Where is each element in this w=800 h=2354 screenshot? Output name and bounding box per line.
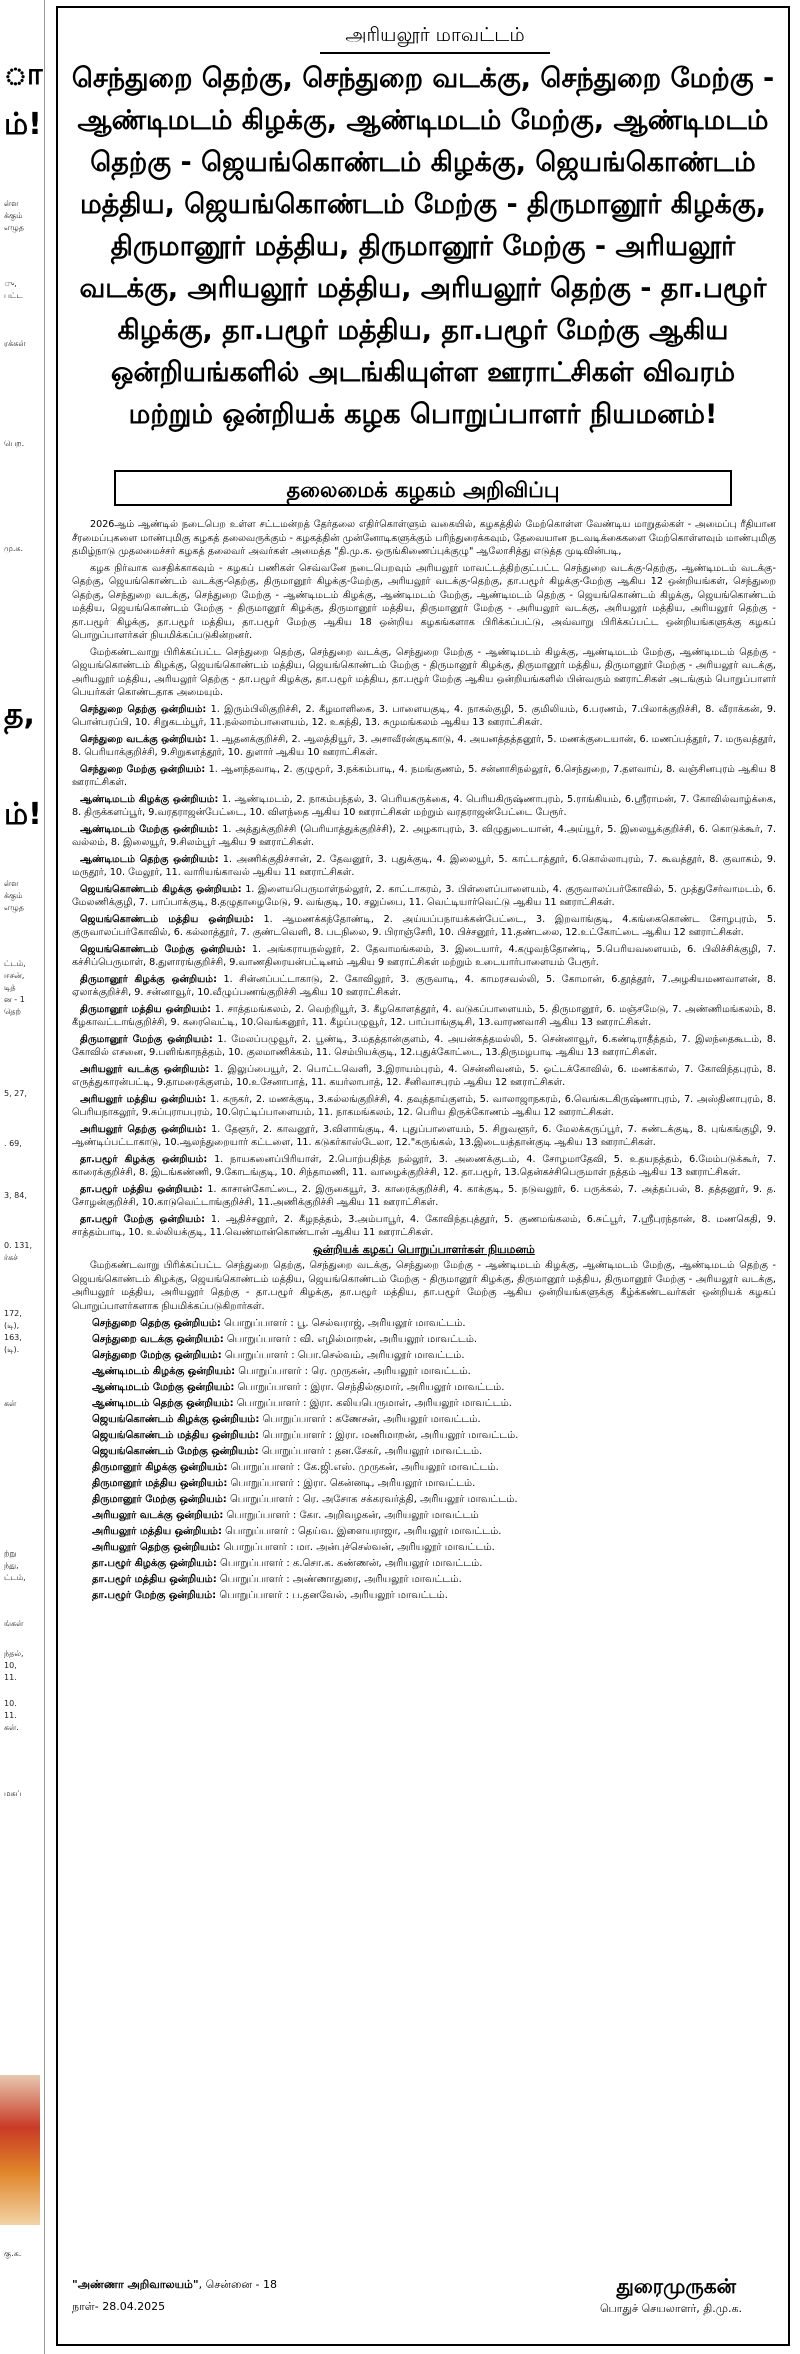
union-villages: 1. கருகர், 2. மணக்குடி, 3.கல்லங்குறிச்சி, 4. தவுத்தாய்குளம், 5. வாலாஜாநகரம், 6.வெங்கடகிருஷ்ணாபுரம், 7. அஸ்தினாபுரம், 8. பெரியநாகலூர், 9.சுப்புராயபுரம், 10.ரெட்டிப்பாளையம், 11. நாகமங்கலம், 12. பெரிய திருக்கோணம் ஆகிய 12 ஊராட்சிகள். (72, 1093, 776, 1118)
union-villages: 1. ஆனந்தவாடி, 2. குழுமூர், 3.நக்கம்பாடி, 4. நமங்குணம், 5. சன்னாசிநல்லூர், 6.செந்துறை, 7.தளவாய், 8. வஞ்சினபுரம் ஆகிய 8 ஊராட்சிகள். (72, 763, 776, 788)
union-name: திருமானூர் மத்திய ஒன்றியம்: (80, 1003, 212, 1015)
union-entry (72, 943, 776, 970)
strip-fragment: ன - 1 (4, 995, 25, 1004)
responsible-union: செந்துறை மேற்கு ஒன்றியம்: (92, 1350, 222, 1361)
strip-fragment: ம்! (4, 107, 42, 142)
strip-fragment: (டி), (4, 1321, 20, 1330)
publisher-line (72, 2278, 277, 2293)
responsible-row (72, 1556, 776, 1572)
responsible-union: தா.பழூர் கிழக்கு ஒன்றியம்: (92, 1558, 217, 1569)
responsible-union: திருமானூர் கிழக்கு ஒன்றியம்: (92, 1462, 228, 1473)
strip-fragment: த, (4, 697, 35, 732)
union-name: அரியலூர் மத்திய ஒன்றியம்: (80, 1093, 207, 1105)
union-name: தா.பழூர் மேற்கு ஒன்றியம்: (80, 1213, 205, 1225)
responsible-union: ஜெயங்கொண்டம் கிழக்கு ஒன்றியம்: (92, 1414, 260, 1425)
union-entry (72, 913, 776, 940)
union-villages: 1. அங்கராயநல்லூர், 2. தேவாமங்கலம், 3. இடையார், 4.கழுவந்தோண்டி, 5.பெரியவளையம், 6. பிலிச்சிக்குழி, 7. கச்சிப்பெருமாள், 8.துளாரங்குறிச்சி, 9.வாணதிரையன்பட்டினம் ஆகிய 9 ஊராட்சிகள் மற்றும் உடையார்பாளையம் பேரூர். (72, 943, 776, 968)
strip-fragment: எழுத (4, 223, 24, 232)
union-name: திருமானூர் கிழக்கு ஒன்றியம்: (80, 973, 217, 985)
responsible-union: ஜெயங்கொண்டம் மேற்கு ஒன்றியம்: (92, 1446, 259, 1457)
responsible-person: பொறுப்பாளர் : வி. எழில்மாறன், அரியலூர் மாவட்டம். (223, 1334, 478, 1345)
union-villages: 1. ஆதனக்குறிச்சி, 2. ஆலத்தியூர், 3. அசாவீரன்குடிகாடு, 4. அயனத்தத்தனூர், 5. மணக்குடையான், 6. மணப்பத்தூர், 7. மருவத்தூர், 8. பெரியாக்குறிச்சி, 9.சிறுகளத்தூர், 10. துளார் ஆகிய 10 ஊராட்சிகள். (72, 733, 776, 758)
union-entry (72, 1063, 776, 1090)
union-name: ஆண்டிமடம் மேற்கு ஒன்றியம்: (80, 823, 219, 835)
publisher: "அண்ணா அறிவாலயம்" (72, 2278, 199, 2291)
strip-fragment: கு.க. (4, 2249, 22, 2258)
union-list (72, 703, 776, 1240)
strip-fragment: தெற் (4, 1007, 21, 1016)
union-entry (72, 1213, 776, 1240)
responsible-person: பொறுப்பாளர் : பொ.செல்வம், அரியலூர் மாவட்டம். (221, 1350, 465, 1361)
date: நாள்- 28.04.2025 (72, 2300, 166, 2313)
responsible-row (72, 1316, 776, 1332)
responsible-person: பொறுப்பாளர் : ப.தனவேல், அரியலூர் மாவட்டம். (216, 1590, 448, 1601)
responsible-union: ஆண்டிமடம் மேற்கு ஒன்றியம்: (92, 1382, 235, 1393)
responsible-person: பொறுப்பாளர் : க.சொ.க. கண்ணன், அரியலூர் மாவட்டம். (216, 1558, 483, 1569)
strip-fragment: ஈசன், (4, 971, 25, 980)
strip-fragment: க்கும் (4, 211, 23, 220)
district-title: அரியலூர் மாவட்டம் (320, 18, 550, 54)
strip-fragment: ரக்கள் (4, 339, 26, 348)
signatory: துரைமுருகன் (616, 2274, 736, 2298)
union-name: ஜெயங்கொண்டம் மத்திய ஒன்றியம்: (80, 913, 254, 925)
strip-fragment: 172, (4, 1309, 22, 1318)
adjacent-article-strip (0, 0, 45, 2354)
union-entry (72, 973, 776, 1000)
union-villages: 1. ஆதிச்சனூர், 2. கீழநத்தம், 3.அம்பாபூர், 4. கோவிந்தபுத்தூர், 5. குணமங்கலம், 6.சுட்பூர், 7.ஸ்ரீபுரந்தான், 8. மணகெதி, 9. சாத்தம்பாடி, 10. உல்லியக்குடி, 11.வெண்மான்கொண்டான் ஆகிய 11 ஊராட்சிகள். (72, 1213, 777, 1238)
union-entry (72, 1183, 776, 1210)
strip-fragment: ந்தல், (4, 1649, 24, 1658)
strip-fragment: ம்! (4, 797, 42, 832)
union-villages: 1. அணிக்குதிச்சான், 2. தேவனூர், 3. புதுக்குடி, 4. இலையூர், 5. காட்டாத்தூர், 6.கொல்லாபுரம், 7. கூவத்தூர், 8. குவாகம், 9. மருதூர், 10. மேலூர், 11. வாரியங்காவல் ஆகிய 11 ஊராட்சிகள். (72, 853, 776, 878)
responsible-person: பொறுப்பாளர் : இரா. கென்னடி, அரியலூர் மாவட்டம். (227, 1478, 476, 1489)
strip-fragment: 5, 27, (4, 1089, 27, 1098)
strip-fragment: ட்டம், (4, 959, 26, 968)
union-villages: 1. இளையபெருமாள்நல்லூர், 2. காட்டாகரம், 3. பிள்ளைப்பாளையம், 4. குருவாலப்பர்கோவில், 5. முத்துசேர்வாமடம், 6. மேலணிக்குழி, 7. பாப்பாக்குடி, 8.தழுதாழைமேடு, 9. வங்குடி, 10. சலுப்பை, 11. வெட்டியார்வெட்டு ஆகிய 11 ஊராட்சிகள். (72, 883, 776, 908)
responsible-row (72, 1508, 776, 1524)
intro-paragraph: மேற்கண்டவாறு பிரிக்கப்பட்ட செந்துறை தெற்கு, செந்துறை வடக்கு, செந்துறை மேற்கு - ஆண்டிமடம் கிழக்கு, ஆண்டிமடம் மேற்கு, ஆண்டிமடம் தெற்கு - ஜெயங்கொண்டம் கிழக்கு, ஜெயங்கொண்டம் மத்திய, ஜெயங்கொண்டம் மேற்கு - திருமானூர் கிழக்கு, திருமானூர் மத்திய, திருமானூர் மேற்கு - அரியலூர் வடக்கு, அரியலூர் மத்திய, அரியலூர் தெற்கு - தா.பழூர் கிழக்கு, தா.பழூர் மத்திய, தா.பழூர் மேற்கு ஆகிய ஒன்றியங்களில் பின்வரும் ஊராட்சிகள் அடங்கும் பொறுப்பாளர் பெயர்கள் கொண்டதாக அமையும். (72, 646, 776, 698)
responsible-row (72, 1524, 776, 1540)
union-name: அரியலூர் தெற்கு ஒன்றியம்: (80, 1123, 207, 1135)
union-villages: 1. அத்துக்குறிச்சி (பெரியாத்துக்குறிச்சி), 2. அழகாபுரம், 3. விழுதுடையான், 4.அய்யூர், 5. இலையூக்குறிச்சி, 6. கொடுக்கூர், 7. வல்லம், 8. இலையூர், 9.சிலம்பூர் ஆகிய 9 ஊராட்சிகள். (72, 823, 776, 848)
union-name: ஆண்டிமடம் கிழக்கு ஒன்றியம்: (80, 793, 219, 805)
union-villages: 1. இலுப்பையூர், 2. பொட்டவெளி, 3.இராயம்புரம், 4. சென்னிவனம், 5. ஓட்டக்கோவில், 6. மணக்கால், 7. கோவிந்தபுரம், 8. எருத்துகாரன்பட்டி, 9.தாமரைக்குளம், 10.உசேனாபாத், 11. கயர்லாபாத், 12. சீனிவாசபுரம் ஆகிய 12 ஊராட்சிகள். (72, 1063, 776, 1088)
union-villages: 1. மேலப்பழுவூர், 2. பூண்டி, 3.மதத்தான்குளம், 4. அயன்சுத்தமல்லி, 5. சென்னாவூர், 6.கண்டிராதீத்தம், 7. இலந்தைகூடம், 8. கோவில் எசனை, 9.பளிங்காநத்தம், 10. குலமாணிக்கம், 11. செம்பியக்குடி, 12.புதுக்கோட்டை, 13.திருமழபாடி ஆகிய 13 ஊராட்சிகள். (72, 1033, 776, 1058)
strip-fragment: 3, 84, (4, 1191, 27, 1200)
strip-fragment: க்கும் (4, 891, 23, 900)
union-villages: 1. ஆமணக்கந்தோண்டி, 2. அய்யப்பநாயக்கன்பேட்டை, 3. இறவாங்குடி, 4.கங்கைகொண்ட சோழபுரம், 5. குருவாலப்பர்கோவில், 6. கல்லாத்தூர், 7. குண்டவெளி, 8. படநிலை, 9. பிராஞ்சேரி, 10. பிச்சனூர், 11.தண்டலை, 12.உட்கோட்டை ஆகிய 12 ஊராட்சிகள். (72, 913, 776, 938)
strip-fragment: கள் (4, 1399, 17, 1408)
union-entry (72, 793, 776, 820)
responsible-union: அரியலூர் வடக்கு ஒன்றியம்: (92, 1510, 224, 1521)
responsible-row (72, 1444, 776, 1460)
responsible-person: பொறுப்பாளர் : இரா. செந்தில்குமார், அரியலூர் மாவட்டம். (234, 1382, 505, 1393)
responsible-row (72, 1380, 776, 1396)
strip-fragment: 11. (4, 1711, 17, 1720)
strip-fragment: ற்று (4, 1549, 17, 1558)
union-entry (72, 1093, 776, 1120)
headline: செந்துறை தெற்கு, செந்துறை வடக்கு, செந்துறை மேற்கு - ஆண்டிமடம் கிழக்கு, ஆண்டிமடம் மேற்கு, ஆண்டிமடம் தெற்கு - ஜெயங்கொண்டம் கிழக்கு, ஜெயங்கொண்டம் மத்திய, ஜெயங்கொண்டம் மேற்கு - திருமானூர் கிழக்கு, திருமானூர் மத்திய, திருமானூர் மேற்கு - அரியலூர் வடக்கு, அரியலூர் மத்திய, அரியலூர் தெற்கு - தா.பழூர் கிழக்கு, தா.பழூர் மத்திய, தா.பழூர் மேற்கு ஆகிய ஒன்றியங்களில் அடங்கியுள்ள ஊராட்சிகள் விவரம் மற்றும் ஒன்றியக் கழக பொறுப்பாளர் நியமனம்! (71, 63, 775, 430)
union-entry (72, 1123, 776, 1150)
responsible-person: பொறுப்பாளர் : கோ. அறிவழகன், அரியலூர் மாவட்டம் (223, 1510, 479, 1521)
strip-fragment: ட்டம், (4, 1573, 26, 1582)
adjacent-article-photo (0, 2075, 40, 2225)
responsible-person: பொறுப்பாளர் : இரா. கலியபெருமாள், அரியலூர் மாவட்டம். (233, 1398, 512, 1409)
announcement-panel (56, 6, 790, 2346)
union-entry (72, 703, 776, 730)
strip-fragment: டித் (4, 983, 16, 992)
responsible-row (72, 1476, 776, 1492)
responsible-union: அரியலூர் தெற்கு ஒன்றியம்: (92, 1542, 221, 1553)
intro-paragraphs (72, 518, 776, 700)
union-entry (72, 1033, 776, 1060)
responsible-union: திருமானூர் மத்திய ஒன்றியம்: (92, 1478, 228, 1489)
responsible-person: பொறுப்பாளர் : அண்ணாதுரை, அரியலூர் மாவட்டம். (216, 1574, 462, 1585)
union-name: செந்துறை வடக்கு ஒன்றியம்: (80, 733, 207, 745)
section2-intro: மேற்கண்டவாறு பிரிக்கப்பட்ட செந்துறை தெற்கு, செந்துறை வடக்கு, செந்துறை மேற்கு - ஆண்டிமடம் கிழக்கு, ஆண்டிமடம் மேற்கு, ஆண்டிமடம் தெற்கு - ஜெயங்கொண்டம் கிழக்கு, ஜெயங்கொண்டம் மத்திய, ஜெயங்கொண்டம் மேற்கு - திருமானூர் கிழக்கு, திருமானூர் மத்திய, திருமானூர் மேற்கு - அரியலூர் வடக்கு, அரியலூர் மத்திய, அரியலூர் தெற்கு - தா.பழூர் கிழக்கு, தா.பழூர் மத்திய, தா.பழூர் மேற்கு ஆகிய ஒன்றியங்களுக்கு கீழ்க்கண்டவர்கள் ஒன்றியக் கழகப் பொறுப்பாளர்களாக நியமிக்கப்படுகிறார்கள். (72, 1260, 776, 1312)
responsible-person: பொறுப்பாளர் : தன.சேகர், அரியலூர் மாவட்டம். (258, 1446, 483, 1457)
strip-fragment: பட்ட (4, 291, 23, 300)
responsible-union: ஆண்டிமடம் தெற்கு ஒன்றியம்: (92, 1398, 234, 1409)
responsible-person: பொறுப்பாளர் : கணேசன், அரியலூர் மாவட்டம். (259, 1414, 481, 1425)
responsible-person: பொறுப்பாளர் : கே.ஜி.எஸ். முருகன், அரியலூர் மாவட்டம். (227, 1462, 499, 1473)
union-entry (72, 763, 776, 790)
notice-body (72, 518, 776, 1604)
strip-fragment: மு.க. (4, 544, 24, 553)
responsible-person: பொறுப்பாளர் : மா. அன்புச்செல்வன், அரியலூர் மாவட்டம். (220, 1542, 495, 1553)
strip-fragment: ங்கள் (4, 1619, 24, 1628)
union-villages: 1. நாயகனைப்பிரியாள், 2.பொற்பதிந்த நல்லூர், 3. அணைக்குடம், 4. சோழமாதேவி, 5. உதயநத்தம், 6.மேம்படுக்கூர், 7. காரைக்குறிச்சி, 8. இடங்கண்ணி, 9.கோடங்குடி, 10. சிந்தாமணி, 11. வாழைக்குறிச்சி, 12. தா.பழூர், 13.தென்கச்சிபெருமாள் நத்தம் ஆகிய 13 ஊராட்சிகள். (72, 1153, 776, 1178)
union-villages: 1. தேளூர், 2. காவனூர், 3.விளாங்குடி, 4. புதுப்பாளையம், 5. சிறுவளூர், 6. மேலக்கருப்பூர், 7. சுண்டக்குடி, 8. புங்கங்குழி, 9. ஆண்டிப்பட்டாகாடு, 10.ஆலந்துறையார் கட்டளை, 11. கடுகர்காஸ்டேலா, 12."கருங்கல், 13.இடையத்தான்குடி ஆகிய 13 ஊராட்சிகள். (72, 1123, 776, 1148)
union-entry (72, 733, 776, 760)
union-villages: 1. சாத்தமங்கலம், 2. வெற்றியூர், 3. கீழகொளத்தூர், 4. வடுகப்பாளையம், 5. திருமானூர், 6. மஞ்சமேடு, 7. அண்ணிமங்கலம், 8. கீழகாவட்டாங்குறிச்சி, 9. கரைவெட்டி, 10.வெங்கனூர், 11. கீழப்பழுவூர், 12. பாப்பாங்குடிசி, 13.வாரணவாசி ஆகிய 13 ஊராட்சிகள். (72, 1003, 776, 1028)
responsible-row (72, 1588, 776, 1604)
responsible-union: ஆண்டிமடம் கிழக்கு ஒன்றியம்: (92, 1366, 236, 1377)
union-entry (72, 1153, 776, 1180)
union-name: செந்துறை மேற்கு ஒன்றியம்: (80, 763, 206, 775)
responsible-row (72, 1460, 776, 1476)
union-name: ஜெயங்கொண்டம் கிழக்கு ஒன்றியம்: (80, 883, 242, 895)
responsible-row (72, 1412, 776, 1428)
responsible-row (72, 1540, 776, 1556)
strip-fragment: ந்து, (4, 1561, 19, 1570)
footer (72, 2274, 776, 2338)
union-villages: 1. இரும்பிலிகுறிச்சி, 2. கீழமாளிகை, 3. பாளையகுடி, 4. நாகல்குழி, 5. குமிலியம், 6.பரணம், 7.பிலாக்குறிச்சி, 8. வீராக்கன், 9. பொன்பரப்பி, 10. சிறுகடம்பூர், 11.நல்லாம்பாளையம், 12. உகந்தி, 13. சுமுமங்கலம் ஆகிய 13 ஊராட்சிகள். (72, 703, 777, 728)
strip-fragment: ள்ள (4, 199, 19, 208)
responsible-row (72, 1332, 776, 1348)
hq-notice-box: தலைமைக் கழகம் அறிவிப்பு (114, 470, 732, 506)
strip-fragment: பெற. (4, 439, 25, 448)
responsible-row (72, 1492, 776, 1508)
responsible-union: தா.பழூர் மேற்கு ஒன்றியம்: (92, 1590, 217, 1601)
strip-fragment: ு, (4, 279, 17, 288)
union-entry (72, 853, 776, 880)
strip-fragment: 0. 131, (4, 1241, 32, 1250)
strip-fragment: ர்கச் (4, 1253, 18, 1262)
responsible-row (72, 1572, 776, 1588)
city: , சென்னை - 18 (198, 2278, 277, 2291)
responsible-row (72, 1428, 776, 1444)
responsible-person: பொறுப்பாளர் : ரெ. அசோக சக்கரவர்த்தி, அரியலூர் மாவட்டம். (226, 1494, 518, 1505)
strip-fragment: (டி). (4, 1345, 20, 1354)
responsible-person: பொறுப்பாளர் : இரா. மணிமாறன், அரியலூர் மாவட்டம். (259, 1430, 519, 1441)
strip-fragment: கள். (4, 1723, 19, 1732)
strip-fragment: 10. (4, 1699, 17, 1708)
responsible-person: பொறுப்பாளர் : தெய்வ. இளையராஜா, அரியலூர் மாவட்டம். (221, 1526, 502, 1537)
designation: பொதுச் செயலாளர், தி.மு.க. (599, 2302, 742, 2315)
intro-paragraph: கழக நிர்வாக வசதிக்காகவும் - கழகப் பணிகள் செவ்வனே நடைபெறவும் அரியலூர் மாவட்டத்திற்குட்பட்ட செந்துறை வடக்கு-தெற்கு, ஆண்டிமடம் வடக்கு-தெற்கு, ஜெயங்கொண்டம் வடக்கு-தெற்கு, திருமானூர் கிழக்கு-மேற்கு, அரியலூர் வடக்கு-தெற்கு, தா.பழூர் கிழக்கு-மேற்கு ஆகிய 12 ஒன்றியங்கள், செந்துறை தெற்கு, செந்துறை வடக்கு, செந்துறை மேற்கு - ஆண்டிமடம் கிழக்கு, ஆண்டிமடம் மேற்கு, ஆண்டிமடம் தெற்கு - ஜெயங்கொண்டம் கிழக்கு, ஜெயங்கொண்டம் மத்திய, ஜெயங்கொண்டம் மேற்கு - திருமானூர் கிழக்கு, திருமானூர் மத்திய, திருமானூர் மேற்கு - அரியலூர் வடக்கு, அரியலூர் மத்திய, அரியலூர் தெற்கு - தா.பழூர் கிழக்கு, தா.பழூர் மத்திய, தா.பழூர் மேற்கு ஆகிய 18 ஒன்றிய கழகங்களாக பிரிக்கப்பட்டு, அவ்வாறு பிரிக்கப்பட்ட ஒன்றியங்களுக்கு கழகப் பொறுப்பாளர்கள் நியமிக்கப்படுகின்றனர். (72, 562, 776, 641)
strip-fragment: 10, (4, 1661, 17, 1670)
strip-fragment: ா (4, 57, 43, 92)
union-name: தா.பழூர் கிழக்கு ஒன்றியம்: (80, 1153, 208, 1165)
union-name: ஆண்டிமடம் தெற்கு ஒன்றியம்: (80, 853, 219, 865)
union-villages: 1. காசான்கோட்டை, 2. இருகையூர், 3. காரைக்குறிச்சி, 4. காக்குடி, 5. நடுவலூர், 6. பருக்கல், 7. அத்தப்பல், 8. தத்தனூர், 9. த. சோழன்குறிச்சி, 10.காடுவெட்டாங்குறிச்சி, 11.அணிக்குறிச்சி ஆகிய 11 ஊராட்சிகள். (72, 1183, 776, 1208)
strip-fragment: . 69, (4, 1139, 22, 1148)
union-villages: 1. ஆண்டிமடம், 2. நாகம்பந்தல், 3. பெரியகருக்கை, 4. பெரியகிருஷ்ணாபுரம், 5.ராங்கியம், 6.ஸ்ரீராமன், 7. கோவில்வாழ்க்கை, 8. திருக்களப்பூர், 9.வரதராஜன்பேட்டை, 10. விளந்தை ஆகிய 10 ஊராட்சிகள் மற்றும் வரதராஜன்பேட்டை பேரூர். (72, 793, 776, 818)
union-name: செந்துறை தெற்கு ஒன்றியம்: (80, 703, 207, 715)
responsible-row (72, 1396, 776, 1412)
union-name: அரியலூர் வடக்கு ஒன்றியம்: (80, 1063, 210, 1075)
responsible-person: பொறுப்பாளர் : பூ. செல்வராஜ், அரியலூர் மாவட்டம். (220, 1318, 466, 1329)
responsible-row (72, 1364, 776, 1380)
strip-fragment: மகப் (4, 1789, 22, 1798)
responsible-union: செந்துறை தெற்கு ஒன்றியம்: (92, 1318, 221, 1329)
union-name: திருமானூர் மேற்கு ஒன்றியம்: (80, 1033, 213, 1045)
strip-fragment: எழுத (4, 903, 24, 912)
responsible-union: ஜெயங்கொண்டம் மத்திய ஒன்றியம்: (92, 1430, 260, 1441)
union-villages: 1. சின்னப்பட்டாகாடு, 2. கோவிலூர், 3. குருவாடி, 4. காமரசவல்லி, 5. கோமான், 6.தூத்தூர், 7.அழகியமணவாளன், 8. ஏலாக்குறிச்சி, 9. சன்னாவூர், 10.வீழுப்பணங்குறிச்சி ஆகிய 10 ஊராட்சிகள். (72, 973, 776, 998)
union-entry (72, 883, 776, 910)
responsible-person: பொறுப்பாளர் : ரெ. முருகன், அரியலூர் மாவட்டம். (235, 1366, 471, 1377)
responsible-union: திருமானூர் மேற்கு ஒன்றியம்: (92, 1494, 227, 1505)
strip-fragment: 11. (4, 1673, 17, 1682)
responsible-list (72, 1316, 776, 1604)
strip-fragment: 163, (4, 1333, 22, 1342)
responsible-row (72, 1348, 776, 1364)
union-entry (72, 823, 776, 850)
union-entry (72, 1003, 776, 1030)
union-name: தா.பழூர் மத்திய ஒன்றியம்: (80, 1183, 203, 1195)
responsible-union: செந்துறை வடக்கு ஒன்றியம்: (92, 1334, 224, 1345)
union-name: ஜெயங்கொண்டம் மேற்கு ஒன்றியம்: (80, 943, 246, 955)
responsible-union: தா.பழூர் மத்திய ஒன்றியம்: (92, 1574, 217, 1585)
section2-title: ஒன்றியக் கழகப் பொறுப்பாளர்கள் நியமனம் (313, 1242, 535, 1256)
strip-fragment: ள்ள (4, 879, 19, 888)
intro-paragraph: 2026ஆம் ஆண்டில் நடைபெற உள்ள சட்டமன்றத் தேர்தலை எதிர்கொள்ளும் வகையில், கழகத்தில் மேற்கொள்ள வேண்டிய மாறுதல்கள் - அமைப்பு ரீதியான சீரமைப்புகளை மாண்புமிகு கழகத் தலைவருக்கும் - கழகத்தின் முன்னோடிகளுக்கும் பரிந்துரைக்கவும், தேவையான நடவடிக்கைகளை மேற்கொள்ளவும் மாண்புமிகு தமிழ்நாடு முதலமைச்சர் கழகத் தலைவர் அவர்கள் அமைத்த "தி.மு.க. ஒருங்கிணைப்புக்குழு" ஆலோசித்து எடுத்த முடிவின்படி, (72, 519, 776, 557)
responsible-union: அரியலூர் மத்திய ஒன்றியம்: (92, 1526, 222, 1537)
